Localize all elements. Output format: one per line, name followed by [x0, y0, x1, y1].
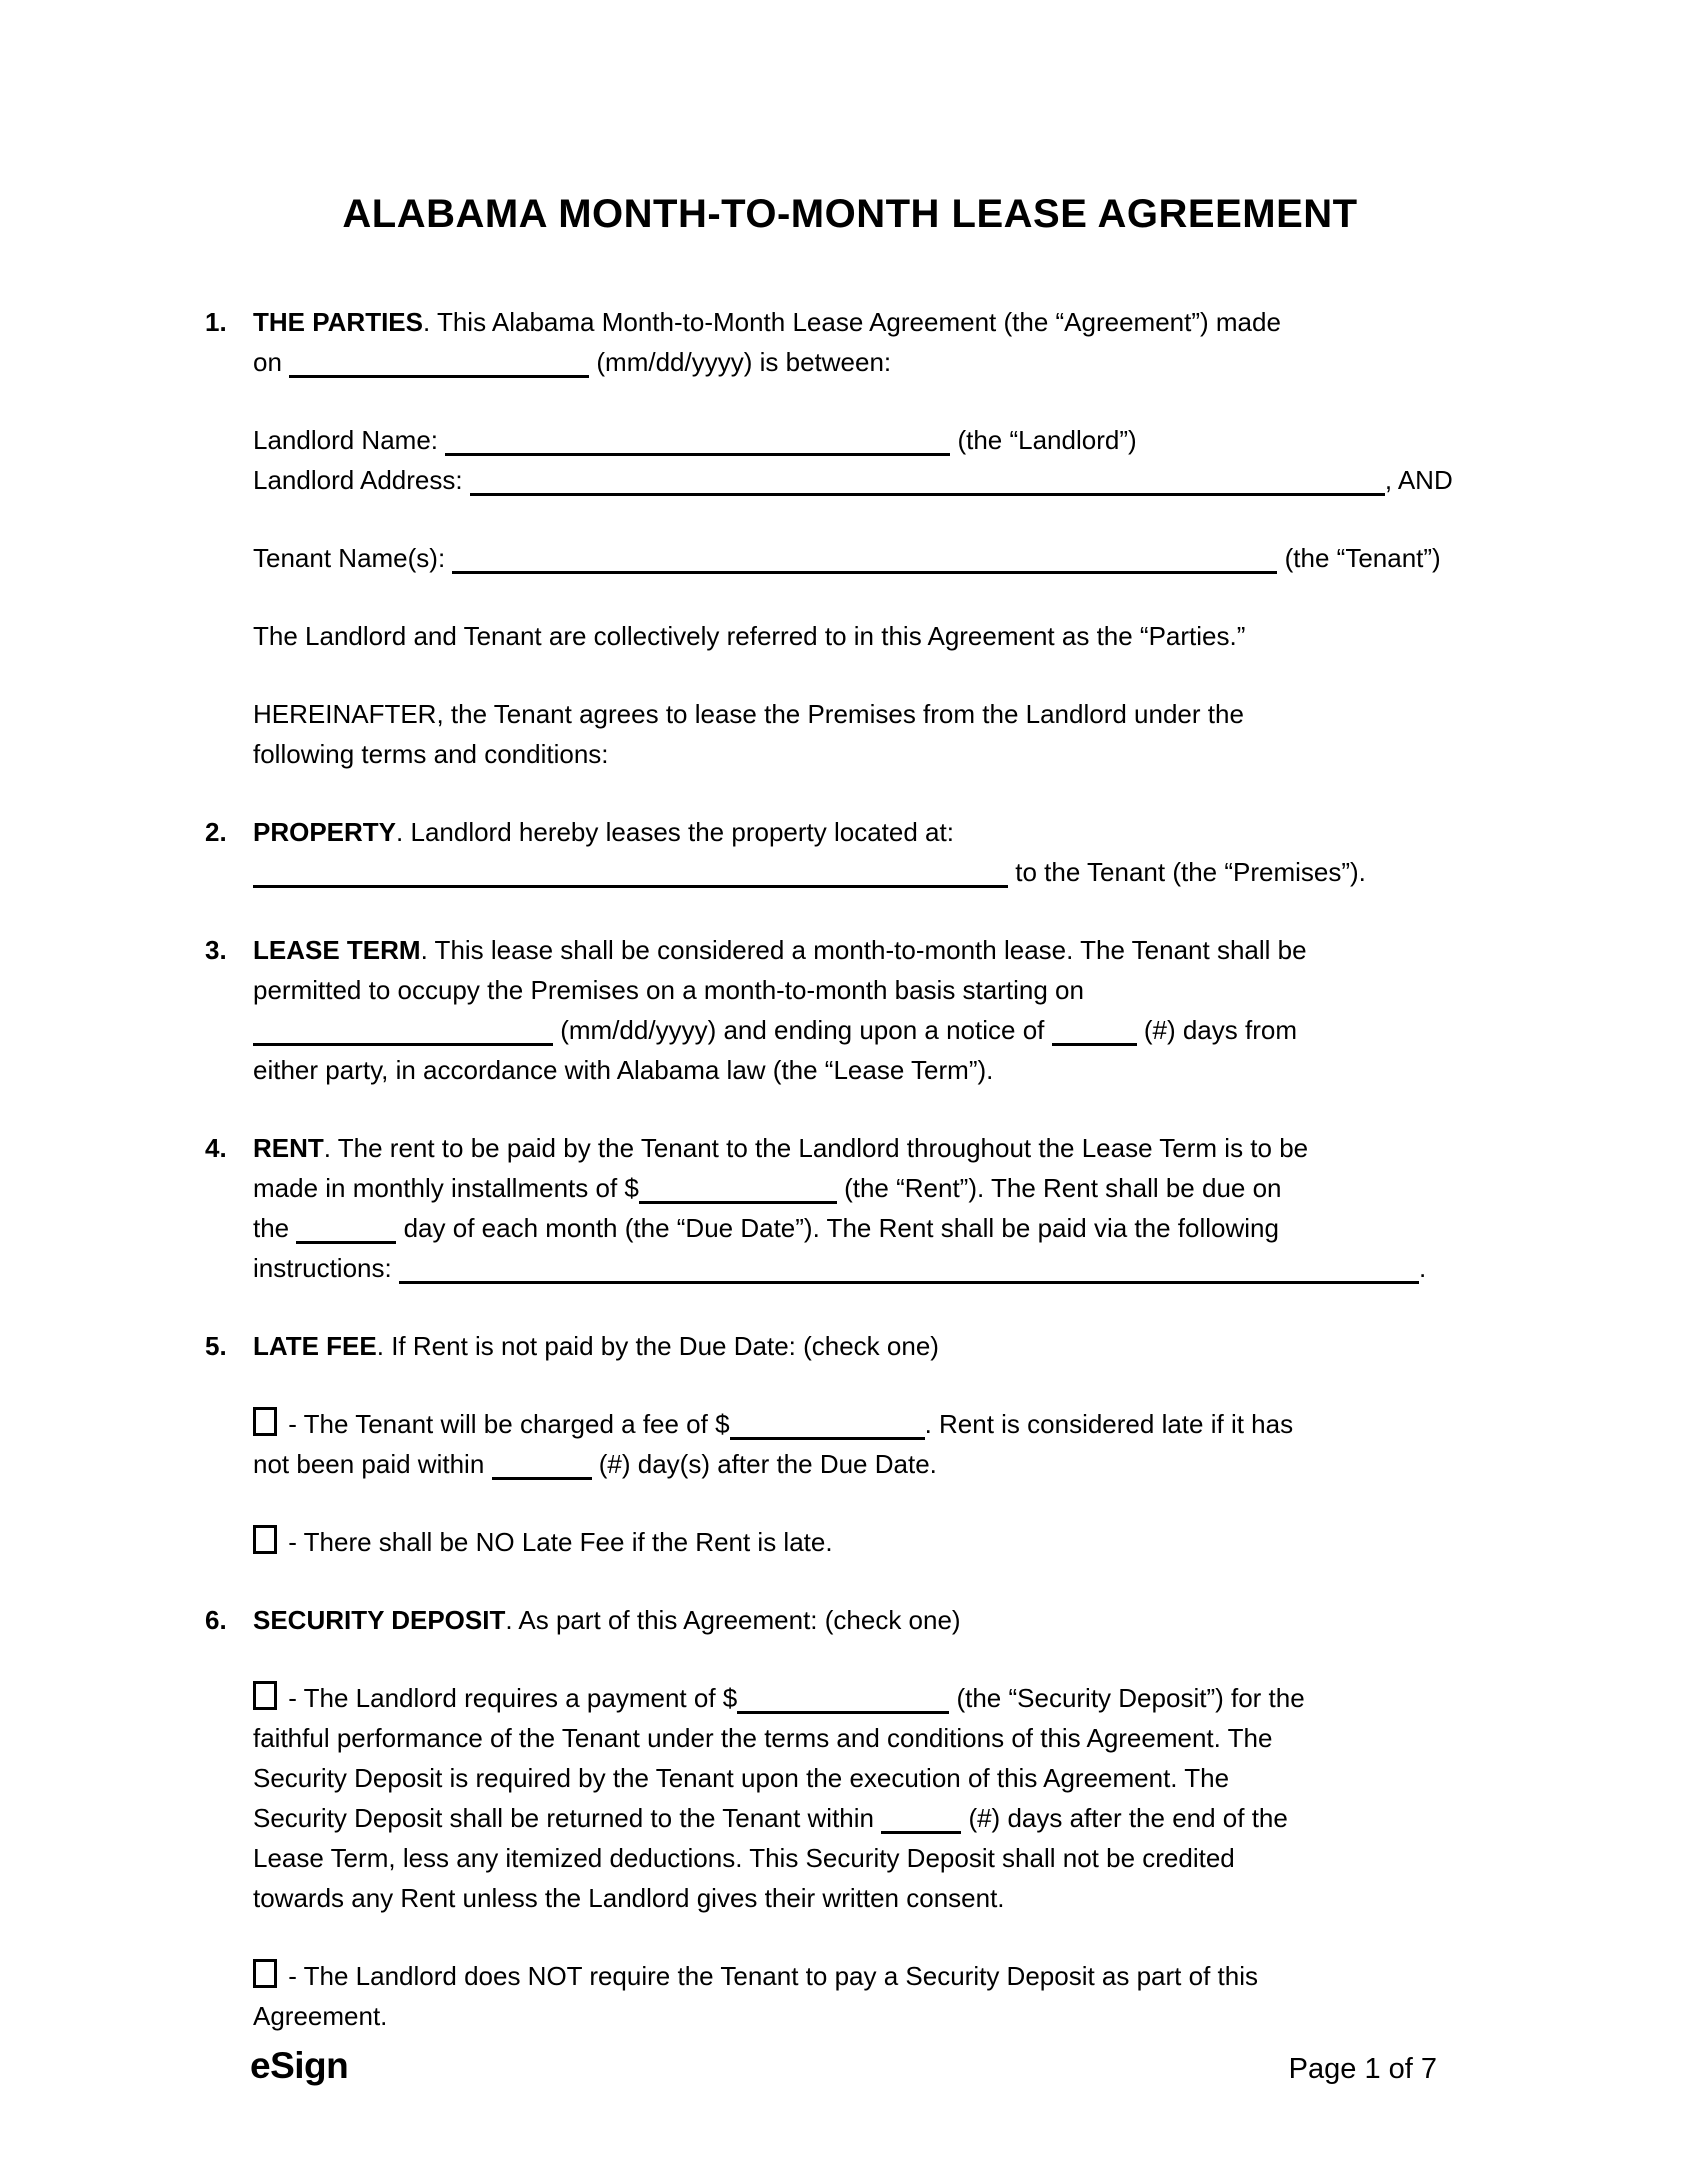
- paragraph: LATE FEE. If Rent is not paid by the Due Date: (check one): [253, 1331, 939, 1361]
- payment-instructions-blank[interactable]: [399, 1270, 1419, 1284]
- paragraph: THE PARTIES. This Alabama Month-to-Month Lease Agreement (the “Agreement”) made on (mm/dd/yyyy) is between:: [253, 307, 1281, 377]
- agreement-date-blank[interactable]: [289, 364, 589, 378]
- notice-days-blank[interactable]: [1052, 1032, 1137, 1046]
- landlord-address-blank[interactable]: [470, 482, 1385, 496]
- paragraph: Landlord Name: (the “Landlord”) Landlord Address: , AND: [253, 425, 1453, 495]
- rent-due-day-blank[interactable]: [296, 1230, 396, 1244]
- section-heading: PROPERTY: [253, 817, 397, 847]
- no-security-deposit-checkbox[interactable]: [253, 1959, 277, 1988]
- section-the-parties: [205, 302, 1500, 774]
- section-number: 6.: [205, 1605, 227, 1635]
- paragraph: - There shall be NO Late Fee if the Rent is late.: [253, 1522, 1500, 1562]
- section-number: 2.: [205, 817, 227, 847]
- page-number: Page 1 of 7: [1288, 2053, 1437, 2085]
- section-security-deposit: [205, 1600, 1500, 2036]
- section-lease-term: [205, 930, 1500, 1090]
- security-deposit-required-checkbox[interactable]: [253, 1681, 277, 1710]
- document-title: ALABAMA MONTH-TO-MONTH LEASE AGREEMENT: [342, 192, 1358, 236]
- monthly-rent-amount-blank[interactable]: [639, 1190, 837, 1204]
- document-body: [205, 302, 1500, 2036]
- section-heading: LEASE TERM: [253, 935, 421, 965]
- section-number: 3.: [205, 935, 227, 965]
- section-number: 4.: [205, 1133, 227, 1163]
- property-address-blank[interactable]: [253, 874, 1008, 888]
- paragraph: RENT. The rent to be paid by the Tenant to the Landlord throughout the Lease Term is to be made in monthly installments of $ (the “Rent”). The Rent shall be due on the day of each month (the “Due Date”). The Rent shall be paid via the following instructions: .: [253, 1133, 1427, 1283]
- section-rent: [205, 1128, 1500, 1288]
- section-heading: SECURITY DEPOSIT: [253, 1605, 506, 1635]
- late-fee-amount-blank[interactable]: [730, 1426, 925, 1440]
- paragraph: - The Landlord requires a payment of $ (the “Security Deposit”) for the faithful performance of the Tenant under the terms and conditions of this Agreement. The Security Deposit is required by the Tenant upon the execution of this Agreement. The Security Deposit shall be returned to the Tenant within (#) days after the end of the Lease Term, less any itemized deductions. This Security Deposit shall not be credited towards any Rent unless the Landlord gives their written consent.: [253, 1683, 1305, 1913]
- late-fee-charged-checkbox[interactable]: [253, 1407, 277, 1436]
- section-property: [205, 812, 1500, 892]
- page-footer: [250, 2042, 1437, 2093]
- section-heading: THE PARTIES: [253, 307, 423, 337]
- paragraph: - The Landlord does NOT require the Tenant to pay a Security Deposit as part of this Agreement.: [253, 1961, 1258, 2031]
- deposit-return-days-blank[interactable]: [881, 1820, 961, 1834]
- paragraph: HEREINAFTER, the Tenant agrees to lease the Premises from the Landlord under the following terms and conditions:: [253, 699, 1244, 769]
- tenant-names-blank[interactable]: [452, 560, 1277, 574]
- paragraph: PROPERTY. Landlord hereby leases the property located at: to the Tenant (the “Premises”).: [253, 817, 1366, 887]
- paragraph: SECURITY DEPOSIT. As part of this Agreement: (check one): [253, 1605, 961, 1635]
- lease-start-date-blank[interactable]: [253, 1032, 553, 1046]
- paragraph: The Landlord and Tenant are collectively referred to in this Agreement as the “Parties.”: [253, 621, 1246, 651]
- landlord-name-blank[interactable]: [445, 442, 950, 456]
- section-heading: RENT: [253, 1133, 324, 1163]
- paragraph: Tenant Name(s): (the “Tenant”): [253, 543, 1441, 573]
- section-late-fee: [205, 1326, 1500, 1562]
- section-number: 5.: [205, 1331, 227, 1361]
- no-late-fee-checkbox[interactable]: [253, 1525, 277, 1554]
- section-heading: LATE FEE: [253, 1331, 377, 1361]
- paragraph: LEASE TERM. This lease shall be considered a month-to-month lease. The Tenant shall be permitted to occupy the Premises on a month-to-month basis starting on (mm/dd/yyyy) and ending upon a notice of (#) days from either party, in accordance with Alabama law (the “Lease Term”).: [253, 935, 1307, 1085]
- security-deposit-amount-blank[interactable]: [737, 1700, 949, 1714]
- paragraph: - The Tenant will be charged a fee of $ . Rent is considered late if it has not been paid within (#) day(s) after the Due Date.: [253, 1409, 1294, 1479]
- late-fee-days-blank[interactable]: [492, 1466, 592, 1480]
- section-number: 1.: [205, 307, 227, 337]
- esign-logo: eSign: [250, 2045, 349, 2086]
